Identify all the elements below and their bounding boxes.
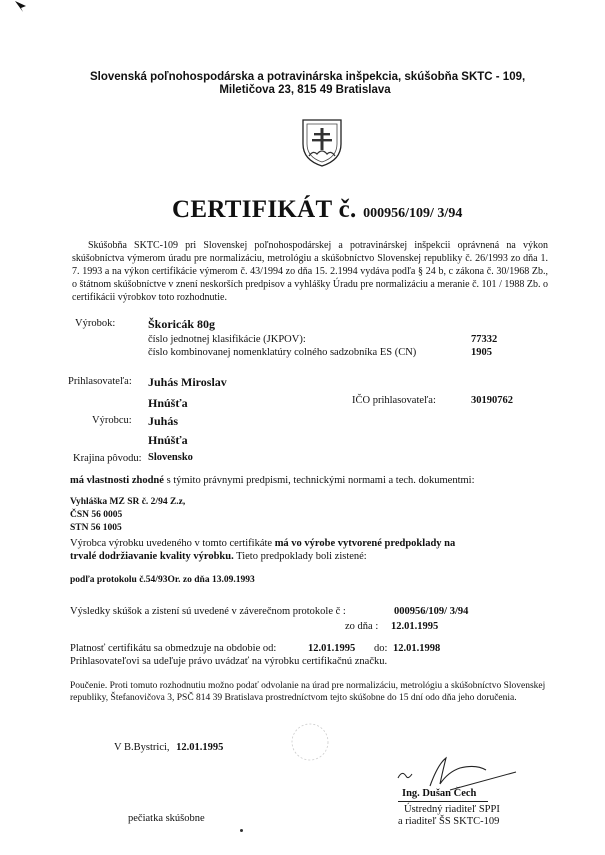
validity-right: Prihlasovateľovi sa udeľuje právo uvádzať na výrobku certifikačnú značku.	[70, 656, 388, 667]
ico-label: IČO prihlasovateľa:	[352, 395, 436, 406]
ico-value: 30190762	[471, 395, 513, 406]
results-text: Výsledky skúšok a zistení sú uvedené v záverečnom protokole č :	[70, 606, 346, 617]
compliance-bold: má vlastnosti zhodné	[70, 475, 164, 486]
protocol-line: podľa protokolu č.54/93Or. zo dňa 13.09.1993	[70, 575, 255, 585]
manufacturer-city: Hnúšťa	[148, 433, 188, 447]
signature-line	[398, 801, 488, 802]
origin-value: Slovensko	[148, 452, 193, 463]
cn-label: číslo kombinovanej nomenklatúry colného sadzobníka ES (CN)	[148, 347, 417, 358]
conditions-b: má vo výrobe vytvorené predpoklady na	[274, 538, 456, 549]
header-line-2: Miletičova 23, 815 49 Bratislava	[219, 84, 391, 96]
validity-to-label: do:	[374, 643, 388, 654]
signatory-title-2: a riaditeľ ŠS SKTC-109	[398, 816, 500, 827]
product-label: Výrobok:	[75, 318, 116, 329]
certificate-title	[172, 196, 462, 224]
origin-label: Krajina pôvodu:	[73, 453, 142, 464]
applicant-label: Prihlasovateľa:	[68, 376, 132, 387]
dot-mark	[240, 829, 243, 832]
validity-text: Platnosť certifikátu sa obmedzuje na obdobie od:	[70, 643, 277, 654]
certificate-title-main: CERTIFIKÁT č.	[172, 196, 357, 223]
validity-from: 12.01.1995	[308, 643, 356, 654]
jkpov-value: 77332	[471, 334, 498, 345]
results-date-label: zo dňa :	[345, 621, 379, 632]
appeal-paragraph: Poučenie. Proti tomuto rozhodnutiu možno podať odvolanie na úrad pre normalizáciu, metrológiu a skúšobníctvo Slovenskej republiky, Štefanovičova 3, PSČ 814 39 Bratislava prostredníctvom tejto skúšobne do 15 dní odo dňa jeho doručenia.	[70, 681, 546, 703]
coat-of-arms-icon	[301, 118, 343, 168]
conditions-c: trvalé dodržiavanie kvality výrobku.	[70, 551, 234, 562]
stamp-impression	[270, 722, 350, 762]
applicant-name: Juhás Miroslav	[148, 375, 227, 389]
issue-date: 12.01.1995	[176, 742, 224, 753]
signatory-title-1: Ústredný riaditeľ SPPI	[404, 804, 500, 815]
place-date	[114, 742, 223, 753]
intro-paragraph: Skúšobňa SKTC-109 pri Slovenskej poľnohospodárskej a potravinárskej inšpekcii oprávnená na výkon skúšobníctva výmerom úradu pre normalizáciu, metrológiu a skúšobníctvo Slovenskej republiky č. 26/1993 zo dňa 1. 7. 1993 a na výkon certifikácie výmerom č. 43/1994 zo dňa 15. 2.1994 vydáva podľa § 24 b, c zákona č. 30/1968 Zb., o štátnom skúšobníctve v znení neskorších predpisov a vyhlášky Úradu pre normalizáciu a meranie č. 101 / 1988 Zb. o certifikácii výrobkov toto rozhodnutie.	[72, 240, 548, 303]
jkpov-label: číslo jednotnej klasifikácie (JKPOV):	[148, 334, 306, 345]
manufacturer-label: Výrobcu:	[92, 415, 132, 426]
conditions-a: Výrobca výrobku uvedeného v tomto certifikáte	[70, 538, 275, 549]
validity-to: 12.01.1998	[393, 643, 441, 654]
certificate-number: 000956/109/ 3/94	[363, 206, 463, 221]
conditions-d: Tieto predpoklady boli zistené:	[233, 551, 367, 562]
manufacturer-name: Juhás	[148, 414, 179, 428]
standard-item: Vyhláška MZ SR č. 2/94 Z.z,	[70, 497, 186, 507]
standard-item: ČSN 56 0005	[70, 510, 123, 520]
standards-list	[70, 496, 185, 535]
applicant-city: Hnúšťa	[148, 396, 188, 410]
cn-value: 1905	[471, 347, 492, 358]
results-date: 12.01.1995	[391, 621, 439, 632]
corner-mark	[14, 0, 28, 14]
results-number: 000956/109/ 3/94	[394, 606, 469, 617]
signatory-name: Ing. Dušan Čech	[402, 788, 477, 799]
header-line-1: Slovenská poľnohospodárska a potravinárska inšpekcia, skúšobňa SKTC - 109,	[90, 71, 526, 83]
conditions-paragraph	[70, 537, 455, 563]
product-name: Škoricák 80g	[148, 317, 216, 331]
compliance-line	[70, 475, 475, 486]
stamp-label: pečiatka skúšobne	[128, 813, 205, 824]
standard-item: STN 56 1005	[70, 523, 122, 533]
compliance-rest: s týmito právnymi predpismi, technickými normami a tech. dokumentmi:	[163, 475, 475, 486]
place: V B.Bystrici,	[114, 742, 170, 753]
